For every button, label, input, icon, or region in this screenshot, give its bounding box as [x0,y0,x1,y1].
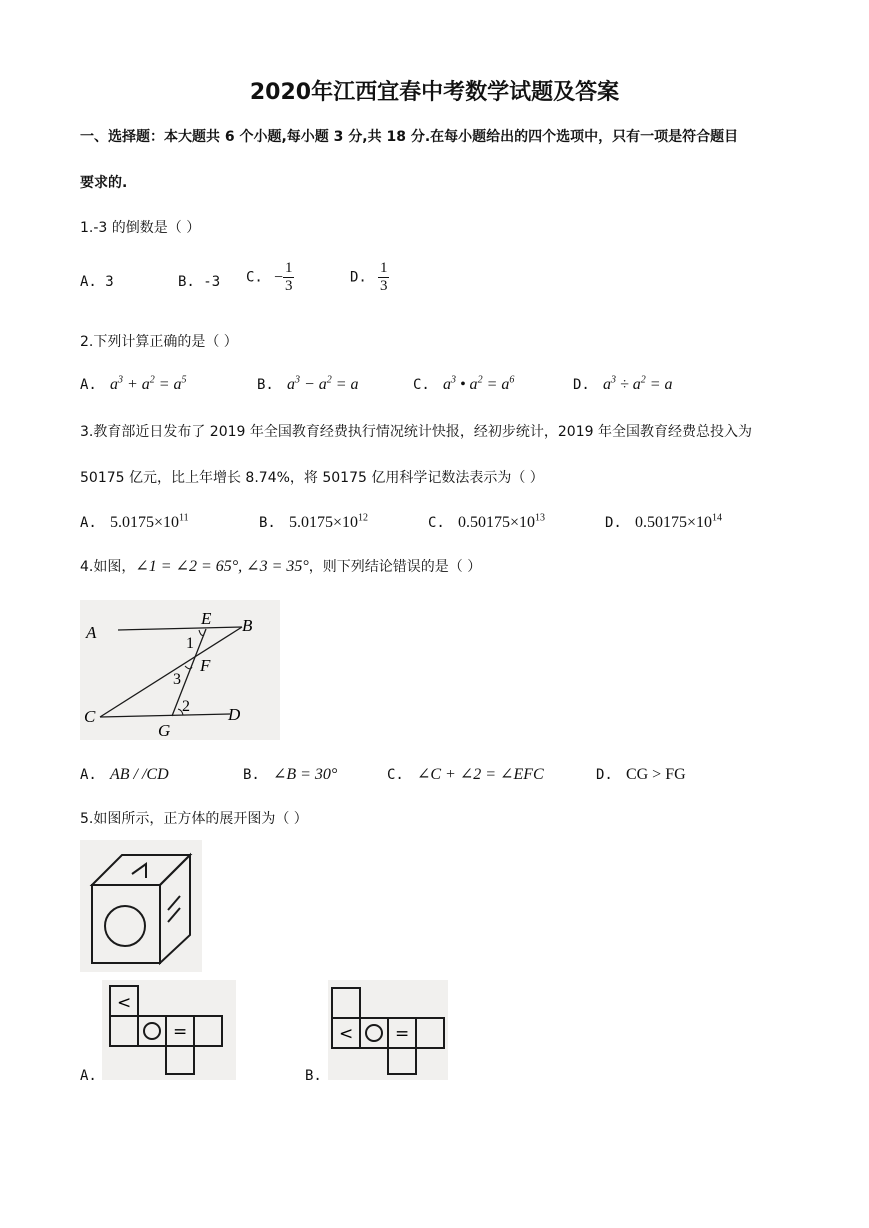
net-a-cell-bottom [166,1046,194,1074]
q4-option-c [387,764,544,784]
q2-option-d [573,374,673,394]
q3-option-d-label: D. [605,515,622,531]
q3-option-c [428,512,545,532]
q4-option-b-label: B. [243,767,260,783]
q3-stem-line2: 50175 亿元，比上年增长 8.74%，将 50175 亿用科学记数法表示为（ ） [80,470,544,486]
q4-option-d [596,764,686,784]
q1-option-c-fraction [283,260,295,295]
line-cd [100,714,230,717]
q1-option-d-fraction [378,260,390,295]
q3-stem-line1: 3.教育部近日发布了 2019 年全国教育经费执行情况统计快报，经初步统计，2019 年全国教育经费总投入为 [80,424,752,440]
q1-stem: 1.-3 的倒数是（ ） [80,220,201,236]
net-a-circle-symbol [144,1023,160,1039]
q2-option-c [413,374,514,394]
q3-option-a-value [110,514,189,531]
q1-option-d-label: D. [350,269,367,286]
q3-option-b-exponent: 12 [357,512,368,524]
q1-option-c-sign: − [273,268,283,286]
cube-top-lt-symbol [132,864,146,878]
q2-option-b-label: B. [257,377,274,393]
q2-stem: 2.下列计算正确的是（ ） [80,334,238,350]
cube-circle-symbol [105,906,145,946]
q1-option-d-numerator: 1 [379,260,388,276]
section-heading-line2: 要求的. [80,175,128,191]
q1-option-d-denominator: 3 [379,278,388,294]
net-a-eq-symbol: = [173,1022,188,1042]
q3-option-d [605,512,722,532]
point-f-label: F [200,656,211,675]
section-heading-line1: 一、选择题：本大题共 6 个小题,每小题 3 分,共 18 分.在每小题给出的四个选项中，只有一项是符合题目 [80,129,739,145]
q2-option-a-expr: $a^3 + a^2 = a^5$ [109,374,187,393]
q4-option-b [243,764,337,784]
q2-option-c-expr: $a^3$ • $a^2 = a^6$ [442,374,515,393]
q5-net-option-b [328,980,448,1080]
q4-option-a [80,764,169,784]
net-b-drawing [328,980,448,1080]
q2-option-a [80,374,187,394]
q5-option-b-label: B. [305,1068,322,1084]
cube-drawing [80,840,202,972]
q4-figure [80,600,280,740]
q3-option-a-exponent: 11 [178,512,189,524]
q2-option-d-expr: $a^3 \div a^2 = a$ [602,374,673,393]
q5-net-option-a [102,980,236,1080]
q4-option-c-value: ∠C + ∠2 = ∠EFC [416,766,544,783]
q3-option-c-label: C. [428,515,445,531]
q3-option-b-value [289,514,368,531]
q1-option-c [246,260,294,295]
q2-option-a-label: A. [80,377,97,393]
line-ab [118,627,242,630]
angle-2-label: 2 [182,698,190,715]
line-bc [100,627,242,717]
q1-option-c-numerator: 1 [284,260,293,276]
page-title: 2020年江西宜春中考数学试题及答案 [249,80,620,105]
net-a-cell-4 [194,1016,222,1046]
q4-stem-post: ，则下列结论错误的是（ ） [308,559,482,575]
q3-option-b-label: B. [259,515,276,531]
cube-front-face [92,885,160,963]
q3-option-a [80,512,189,532]
point-a-label: A [86,623,97,642]
q3-option-d-mantissa: 0.50175×10 [634,514,712,531]
q4-option-d-label: D. [596,767,613,783]
net-a-drawing [102,980,236,1080]
net-b-cell-4 [416,1018,444,1048]
point-c-label: C [84,707,96,726]
q3-option-d-exponent: 14 [711,512,722,524]
q4-option-b-value: ∠B = 30° [272,766,338,783]
q1-option-c-label: C. [246,269,263,286]
q3-option-b [259,512,368,532]
point-b-label: B [242,616,253,635]
q3-option-a-label: A. [80,515,97,531]
q5-cube-figure [80,840,202,972]
point-d-label: D [228,705,241,724]
net-b-cell-top [332,988,360,1018]
q1-option-d [350,260,389,295]
q3-option-d-value [635,514,722,531]
q4-geometry-diagram [80,600,280,740]
q1-option-c-denominator: 3 [284,278,293,294]
q4-option-a-label: A. [80,767,97,783]
q2-option-c-label: C. [413,377,430,393]
q2-option-b [257,374,359,394]
angle-1-label: 1 [186,635,194,652]
q3-option-c-exponent: 13 [534,512,545,524]
net-b-cell-bottom [388,1048,416,1074]
net-b-eq-symbol: = [395,1024,410,1044]
net-b-circle-symbol [366,1025,382,1041]
q3-option-c-value [458,514,545,531]
q4-stem-math: ∠1 = ∠2 = 65°, ∠3 = 35° [135,558,309,575]
point-g-label: G [158,721,171,740]
point-e-label: E [201,609,212,628]
net-a-cell-1 [110,1016,138,1046]
net-a-lt-symbol: < [117,993,132,1013]
q2-option-d-label: D. [573,377,590,393]
cube-side-face [160,855,190,963]
q5-option-a-label: A. [80,1068,97,1084]
net-b-lt-symbol: < [339,1024,354,1044]
q4-option-c-label: C. [387,767,404,783]
q3-option-c-mantissa: 0.50175×10 [457,514,535,531]
q1-option-a: A. 3 [80,274,114,290]
cube-eq-symbol-line1 [168,896,180,910]
q5-stem: 5.如图所示，正方体的展开图为（ ） [80,811,308,827]
cube-eq-symbol-line2 [168,908,180,922]
q4-option-a-value: AB / /CD [109,766,169,783]
q3-option-b-mantissa: 5.0175×10 [288,514,358,531]
q4-option-d-value: CG > FG [625,766,686,783]
q1-option-b: B. -3 [178,274,221,290]
net-a-cell-2 [138,1016,166,1046]
net-b-cell-2 [360,1018,388,1048]
q4-stem [80,556,481,576]
angle-3-label: 3 [173,671,181,688]
q4-stem-pre: 4.如图， [80,559,136,575]
q2-option-b-expr: $a^3 - a^2 = a$ [286,374,359,393]
q3-option-a-mantissa: 5.0175×10 [109,514,179,531]
